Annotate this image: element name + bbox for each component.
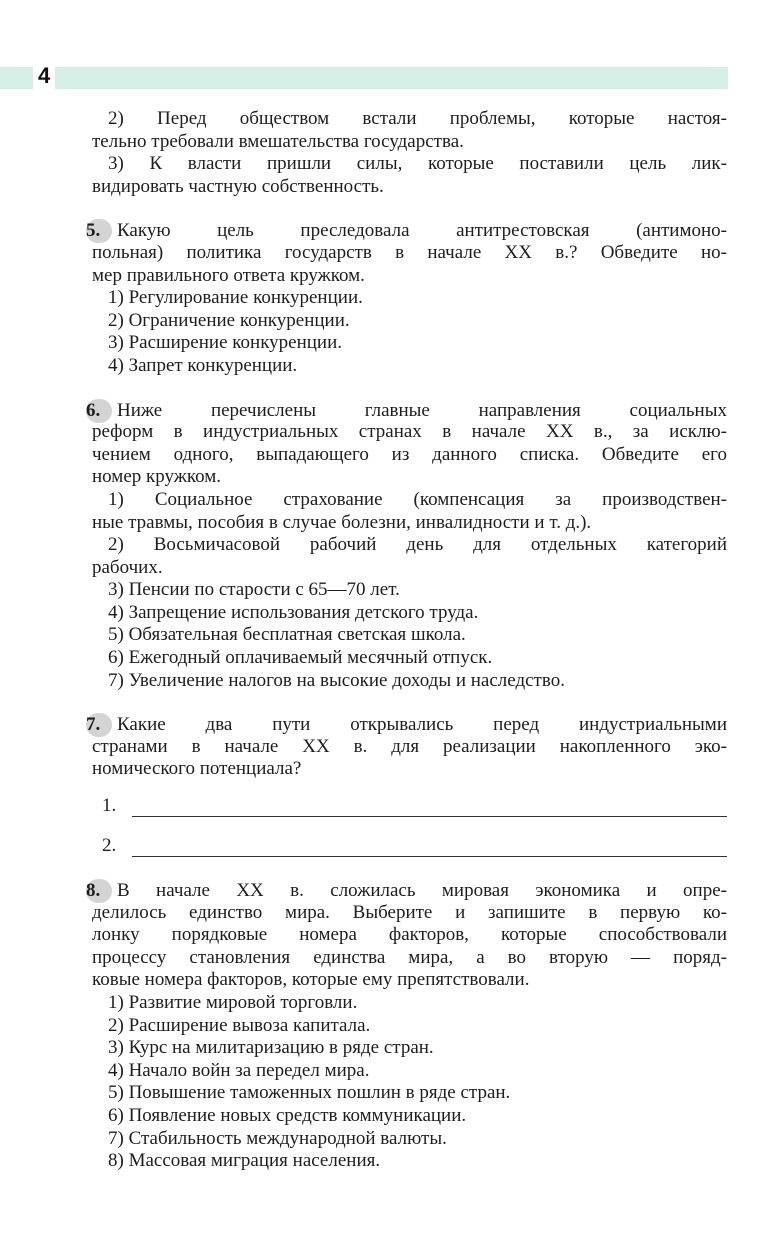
text-line	[92, 444, 727, 467]
line-text: 1) Развитие мировой торговли.	[108, 992, 358, 1013]
text-line	[92, 355, 727, 378]
text-line	[92, 902, 727, 925]
text-line	[86, 219, 727, 242]
question-8	[86, 879, 727, 1173]
question-number-badge: 6.	[86, 399, 112, 423]
text-line	[92, 242, 727, 265]
answer-blank[interactable]	[132, 838, 727, 857]
line-text: В начале XX в. сложилась мировая экономика и опре-	[117, 880, 727, 902]
page-content	[86, 108, 727, 1194]
question-number-badge: 5.	[86, 219, 112, 243]
line-text: 2) Перед обществом встали проблемы, которые настоя-	[108, 108, 727, 129]
answer-number: 1.	[102, 795, 117, 817]
line-text: делилось единство мира. Выберите и запишите в первую ко-	[92, 901, 727, 923]
answer-line[interactable]	[92, 777, 727, 817]
line-text: польная) политика государств в начале XX в.? Обведите но-	[92, 241, 727, 263]
line-text: 6) Ежегодный оплачиваемый месячный отпуск.	[108, 647, 493, 669]
question-5	[86, 219, 727, 377]
answer-number: 2.	[102, 835, 117, 857]
line-text: странами в начале XX в. для реализации накопленного эко-	[92, 735, 727, 757]
line-text: рабочих.	[92, 556, 163, 578]
question-number-badge: 8.	[86, 879, 112, 903]
line-text: 5) Повышение таможенных пошлин в ряде стран.	[108, 1082, 511, 1104]
text-line	[92, 557, 727, 580]
line-text: 2) Восьмичасовой рабочий день для отдельных категорий	[108, 534, 727, 556]
line-text: лонку порядковые номера факторов, которые способствовали	[92, 924, 727, 946]
text-line	[92, 1150, 727, 1173]
line-text: 1) Регулирование конкуренции.	[108, 287, 363, 309]
question-6	[86, 399, 727, 693]
line-text: 3) Курс на милитаризацию в ряде стран.	[108, 1037, 434, 1059]
text-line	[92, 512, 727, 535]
question-number-badge: 7.	[86, 713, 112, 737]
line-text: видировать частную собственность.	[92, 175, 384, 197]
answer-line[interactable]	[92, 817, 727, 857]
line-text: 4) Запрещение использования детского труда.	[108, 601, 479, 623]
line-text: реформ в индустриальных странах в начале XX в., за исклю-	[92, 421, 727, 443]
text-line	[92, 969, 727, 992]
text-line	[92, 1082, 727, 1105]
line-text: 7) Стабильность международной валюты.	[108, 1127, 447, 1149]
line-text: 1) Социальное страхование (компенсация за производствен-	[108, 488, 727, 510]
text-line	[92, 647, 727, 670]
line-text: 7) Увеличение налогов на высокие доходы и наследство.	[108, 669, 565, 691]
text-line	[92, 108, 727, 131]
line-text: 8) Массовая миграция населения.	[108, 1150, 381, 1172]
line-text: ковые номера факторов, которые ему препятствовали.	[92, 969, 530, 991]
line-text: номер кружком.	[92, 466, 222, 488]
text-line	[92, 332, 727, 355]
text-line	[92, 265, 727, 288]
line-text: чением одного, выпадающего из данного списка. Обведите его	[92, 443, 727, 465]
text-line	[92, 1105, 727, 1128]
text-line	[92, 421, 727, 444]
page-number: 4	[33, 63, 55, 89]
text-line	[92, 579, 727, 602]
text-line	[92, 534, 727, 557]
text-line	[92, 602, 727, 625]
answer-blank[interactable]	[132, 798, 727, 817]
text-line	[92, 310, 727, 333]
question-7	[86, 713, 727, 857]
text-line	[92, 670, 727, 693]
text-line	[86, 879, 727, 902]
line-text: 5) Обязательная бесплатная светская школа.	[108, 624, 466, 646]
text-line	[92, 736, 727, 759]
line-text: Какие два пути открывались перед индустриальными	[117, 714, 727, 736]
continued-answers	[92, 108, 727, 198]
text-line	[92, 947, 727, 970]
text-line	[86, 399, 727, 422]
text-line	[92, 1015, 727, 1038]
text-line	[92, 176, 727, 199]
line-text: 2) Ограничение конкуренции.	[108, 309, 350, 331]
line-text: 3) Расширение конкуренции.	[108, 332, 343, 354]
line-text: 4) Запрет конкуренции.	[108, 354, 298, 376]
header-band	[0, 67, 728, 89]
line-text: тельно требовали вмешательства государства.	[92, 130, 464, 152]
text-line	[92, 489, 727, 512]
line-text: 6) Появление новых средств коммуникации.	[108, 1104, 467, 1126]
text-line	[92, 1128, 727, 1151]
text-line	[92, 624, 727, 647]
line-text: мер правильного ответа кружком.	[92, 264, 365, 286]
text-line	[92, 992, 727, 1015]
text-line	[86, 713, 727, 736]
line-text: ные травмы, пособия в случае болезни, инвалидности и т. д.).	[92, 511, 592, 533]
text-line	[92, 1037, 727, 1060]
line-text: 3) К власти пришли силы, которые поставили цель лик-	[108, 153, 727, 175]
line-text: 3) Пенсии по старости с 65—70 лет.	[108, 579, 400, 601]
text-line	[92, 1060, 727, 1083]
text-line	[92, 924, 727, 947]
line-text: 2) Расширение вывоза капитала.	[108, 1014, 371, 1036]
line-text: 4) Начало войн за передел мира.	[108, 1059, 370, 1081]
line-text: Какую цель преследовала антитрестовская (антимоно-	[117, 220, 727, 242]
text-line	[92, 131, 727, 154]
line-text: Ниже перечислены главные направления социальных	[117, 399, 727, 421]
line-text: номического потенциала?	[92, 758, 302, 780]
line-text: процессу становления единства мира, а во вторую — поряд-	[92, 946, 727, 968]
text-line	[92, 153, 727, 176]
text-line	[92, 287, 727, 310]
text-line	[92, 466, 727, 489]
